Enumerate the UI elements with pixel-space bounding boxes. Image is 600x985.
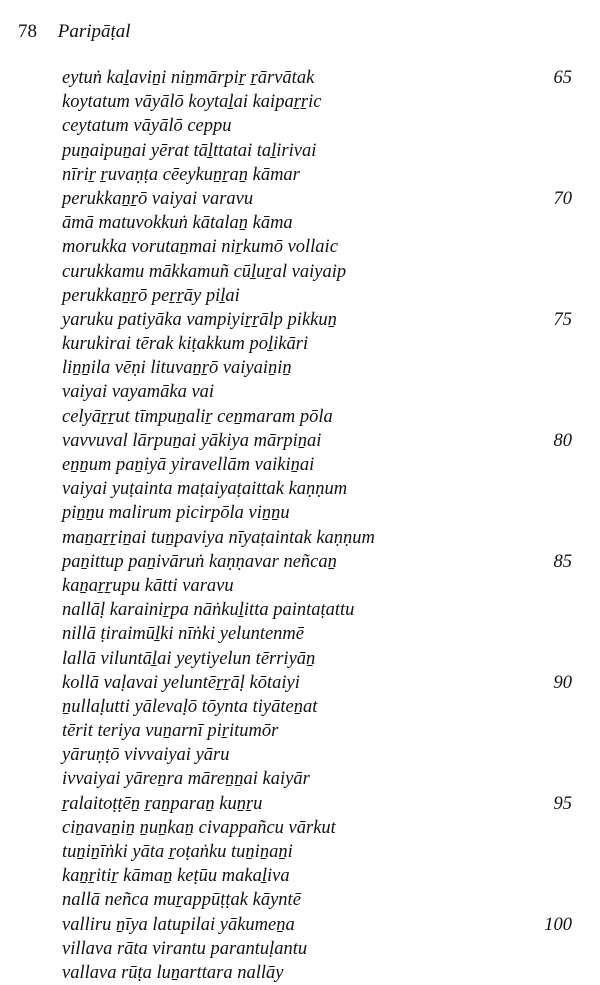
verse-text: tuṉiṉīṅki yāta ṟoṭaṅku tuṉiṉaṉi (62, 842, 293, 862)
verse-line (62, 526, 582, 550)
verse-line (62, 114, 582, 138)
verse-line (62, 671, 582, 695)
line-number: 80 (553, 430, 572, 451)
verse-text: liṉṉila vēṇi lituvaṉṟō vaiyaiṉiṉ (62, 358, 292, 379)
line-number: 70 (553, 188, 572, 209)
verse-line (62, 743, 582, 767)
line-number: 100 (544, 914, 572, 935)
verse-line (62, 308, 582, 332)
verse-text: piṉṉu malirum picirpōla viṉṉu (62, 503, 290, 524)
verse-text: maṉaṟṟiṉai tuṉpaviya nīyaṭaintak kaṇṇum (62, 527, 375, 548)
verse-line (62, 961, 582, 985)
line-number: 65 (553, 68, 572, 88)
verse-text: vallava rūṭa luṉarttara nallāy (62, 962, 284, 983)
verse-line (62, 187, 582, 211)
verse-text: puṉaipuṉai yērat tāḻttatai taḻirivai (62, 140, 317, 161)
verse-text: vaiyai vayamāka vai (62, 382, 215, 403)
verse-text: curukkamu mākkamuñ cūḻuṟal vaiyaip (62, 261, 347, 282)
verse-text: eytuṅ kaḻaviṉi niṉmārpiṟ ṟārvātak (62, 68, 315, 88)
verse-text: ivvaiyai yāreṉra māreṉṉai kaiyār (62, 769, 310, 790)
verse-line (62, 574, 582, 598)
verse-line (62, 550, 582, 574)
verse-text: villava rāta virantu parantuḷantu (62, 938, 308, 959)
verse-text: vaiyai yuṭainta maṭaiyaṭaittak kaṇṇum (62, 479, 348, 500)
verse-text: kaṉaṟṟupu kātti varavu (62, 575, 234, 596)
line-number: 75 (553, 309, 572, 330)
verse-line (62, 453, 582, 477)
verse-text: vavvuval lārpuṉai yākiya mārpiṉai (62, 430, 322, 451)
verse-text: kollā vaḷavai yeluntēṟṟāḷ kōtaiyi (62, 672, 300, 693)
verse-line (62, 163, 582, 187)
verse-line (62, 235, 582, 259)
verse-line (62, 647, 582, 671)
verse-text: ṟalaitoṭṭēṉ ṟaṉparaṉ kuṉṟu (62, 793, 263, 814)
verse-line (62, 719, 582, 743)
line-number: 95 (553, 793, 572, 814)
verse-line (62, 380, 582, 404)
verse-line (62, 284, 582, 308)
verse-line (62, 90, 582, 114)
verse-line (62, 816, 582, 840)
verse-text: paṉittup paṉivāruṅ kaṇṇavar neñcaṉ (62, 551, 337, 572)
verse-text: nallāḷ karainiṟpa nāṅkuḻitta paintaṭattu (62, 600, 355, 621)
verse-text: lallā viluntāḻai yeytiyelun tērriyāṉ (62, 648, 316, 669)
verse-text: ṉullaḷutti yālevaḷō tōynta tiyāteṉat (62, 696, 318, 717)
running-head (18, 20, 131, 44)
verse-line (62, 477, 582, 501)
page-number: 78 (18, 21, 37, 42)
verse-text: nallā neñca muṟappūṭṭak kāyntē (62, 890, 301, 911)
verse-text: morukka vorutaṉmai niṟkumō vollaic (62, 237, 338, 258)
verse-line (62, 332, 582, 356)
verse-text: kaṉṟitiṟ kāmaṉ keṭūu makaḻiva (62, 866, 290, 887)
verse-line (62, 405, 582, 429)
verse-text: koytatum vāyālō koytaḻai kaipaṟṟic (62, 92, 322, 113)
verse-text: ciṉavaṉiṉ ṉuṉkaṉ civappañcu vārkut (62, 817, 336, 838)
verse-text: tērit teriya vuṉarnī piṟitumōr (62, 721, 279, 742)
verse-text: celyāṟṟut tīmpuṉaliṟ ceṉmaram pōla (62, 406, 333, 427)
verse-text: nillā ṭiraimūḻki nīṅki yeluntenmē (62, 624, 304, 645)
verse-list (62, 66, 582, 985)
verse-text: eṉṉum paṉiyā yiravellām vaikiṉai (62, 455, 315, 475)
verse-line (62, 840, 582, 864)
verse-text: nīriṟ ṟuvaṇṭa cēeykuṉṟaṉ kāmar (62, 164, 300, 185)
verse-text: yaruku patiyāka vampiyiṟṟālp pikkuṉ (62, 309, 337, 330)
verse-line (62, 501, 582, 525)
verse-line (62, 792, 582, 816)
verse-line (62, 622, 582, 646)
verse-line (62, 211, 582, 235)
line-number: 90 (553, 672, 572, 693)
verse-line (62, 913, 582, 937)
verse-line (62, 356, 582, 380)
verse-line (62, 260, 582, 284)
verse-text: ceytatum vāyālō ceppu (62, 116, 232, 137)
verse-line (62, 139, 582, 163)
verse-line (62, 598, 582, 622)
verse-line (62, 767, 582, 791)
verse-text: valliru ṉīya latupilai yākumeṉa (62, 914, 295, 935)
verse-text: āmā matuvokkuṅ kātalaṉ kāma (62, 213, 293, 234)
verse-text: kurukirai tērak kiṭakkum poḻikāri (62, 334, 309, 355)
verse-text: yāruṇṭō vivvaiyai yāru (62, 745, 230, 766)
verse-line (62, 888, 582, 912)
line-number: 85 (553, 551, 572, 572)
verse-line (62, 429, 582, 453)
verse-line (62, 937, 582, 961)
verse-line (62, 695, 582, 719)
verse-line (62, 864, 582, 888)
running-title: Paripāṭal (57, 21, 131, 42)
verse-text: perukkaṉṟō peṟṟāy piḻai (62, 285, 240, 306)
verse-text: perukkaṉṟō vaiyai varavu (62, 188, 254, 209)
verse-line (62, 66, 582, 90)
